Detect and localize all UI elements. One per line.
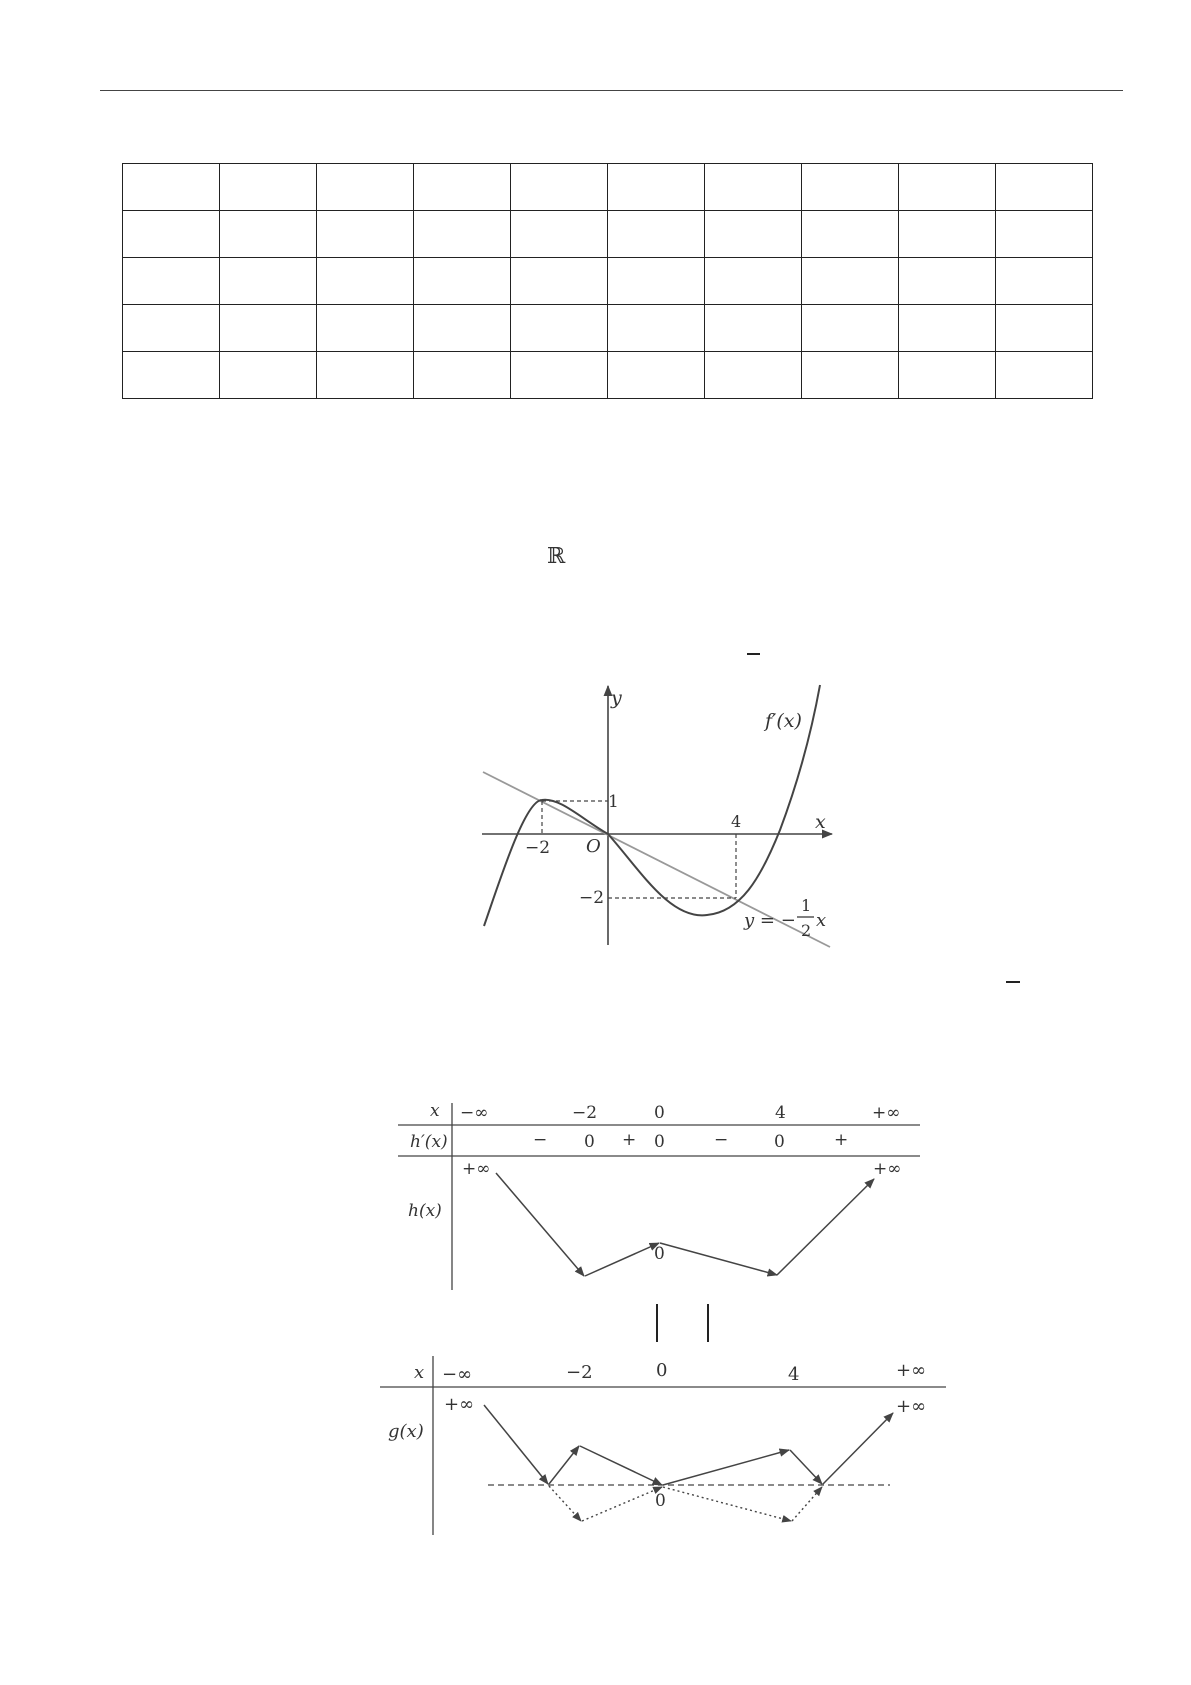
tick-y-1: 1 (608, 792, 619, 812)
table-h-x-neg-inf: −∞ (460, 1103, 489, 1123)
table-h-x-0: 0 (654, 1103, 665, 1123)
table-h-sign-5: − (714, 1130, 729, 1150)
table-h-mid-value: 0 (654, 1244, 665, 1264)
line-label-prefix: y = − (744, 910, 796, 931)
table-g (380, 1356, 946, 1535)
table-g-x-pos-inf: +∞ (896, 1360, 927, 1381)
table-h-arrow-4 (777, 1179, 874, 1275)
table-h-x-pos-inf: +∞ (872, 1103, 901, 1123)
line-label-den: 2 (801, 921, 812, 940)
table-h-arrow-2 (585, 1243, 659, 1276)
table-h-sign-4: 0 (654, 1132, 665, 1152)
curve-label: f′(x) (765, 710, 802, 732)
table-g-x-neg-inf: −∞ (442, 1364, 473, 1385)
table-h-x-label: x (430, 1101, 440, 1121)
table-g-arrow-1 (484, 1405, 548, 1484)
table-h-arrow-3 (660, 1243, 777, 1275)
table-g-arrow-3 (580, 1446, 662, 1485)
origin-label: O (586, 836, 601, 857)
x-axis-label: x (815, 811, 826, 833)
table-g-func-label: g(x) (388, 1421, 424, 1442)
table-g-mid-value: 0 (655, 1491, 666, 1511)
table-h-func-label: h(x) (408, 1201, 442, 1221)
table-g-arrow-4 (663, 1450, 789, 1485)
table-h-sign-1: − (533, 1130, 548, 1150)
table-g-arrow-2 (549, 1446, 579, 1484)
table-g-dotted-2 (582, 1487, 662, 1521)
line-label-var: x (816, 910, 827, 931)
table-h (398, 1101, 920, 1290)
tick-y-neg2: −2 (579, 888, 605, 908)
table-g-left-value: +∞ (444, 1394, 475, 1415)
table-g-dotted-3 (663, 1487, 791, 1521)
table-h-sign-7: + (834, 1130, 849, 1150)
derivative-graph (482, 685, 832, 947)
table-h-x-4: 4 (775, 1103, 786, 1123)
tick-x-4: 4 (731, 812, 742, 831)
y-axis-label: y (611, 687, 622, 709)
table-g-x-4: 4 (788, 1364, 800, 1385)
table-h-sign-2: 0 (584, 1132, 595, 1152)
line-label-num: 1 (801, 896, 812, 915)
table-g-dotted-4 (792, 1487, 822, 1521)
table-g-dotted-1 (549, 1486, 581, 1521)
table-g-x-0: 0 (656, 1360, 668, 1381)
table-g-x-label: x (414, 1362, 425, 1383)
table-h-right-value: +∞ (873, 1159, 902, 1179)
table-h-sign-6: 0 (774, 1132, 785, 1152)
table-g-arrow-5 (790, 1450, 822, 1484)
reals-symbol: ℝ (547, 544, 566, 569)
table-g-arrow-6 (823, 1413, 893, 1484)
table-h-sign-3: + (622, 1130, 637, 1150)
table-g-x-neg2: −2 (566, 1362, 593, 1383)
table-h-left-value: +∞ (462, 1159, 491, 1179)
table-h-deriv-label: h′(x) (410, 1132, 448, 1152)
table-g-right-value: +∞ (896, 1396, 927, 1417)
tick-x-neg2: −2 (525, 838, 551, 858)
table-h-x-neg2: −2 (572, 1103, 598, 1123)
table-h-arrow-1 (496, 1173, 584, 1276)
